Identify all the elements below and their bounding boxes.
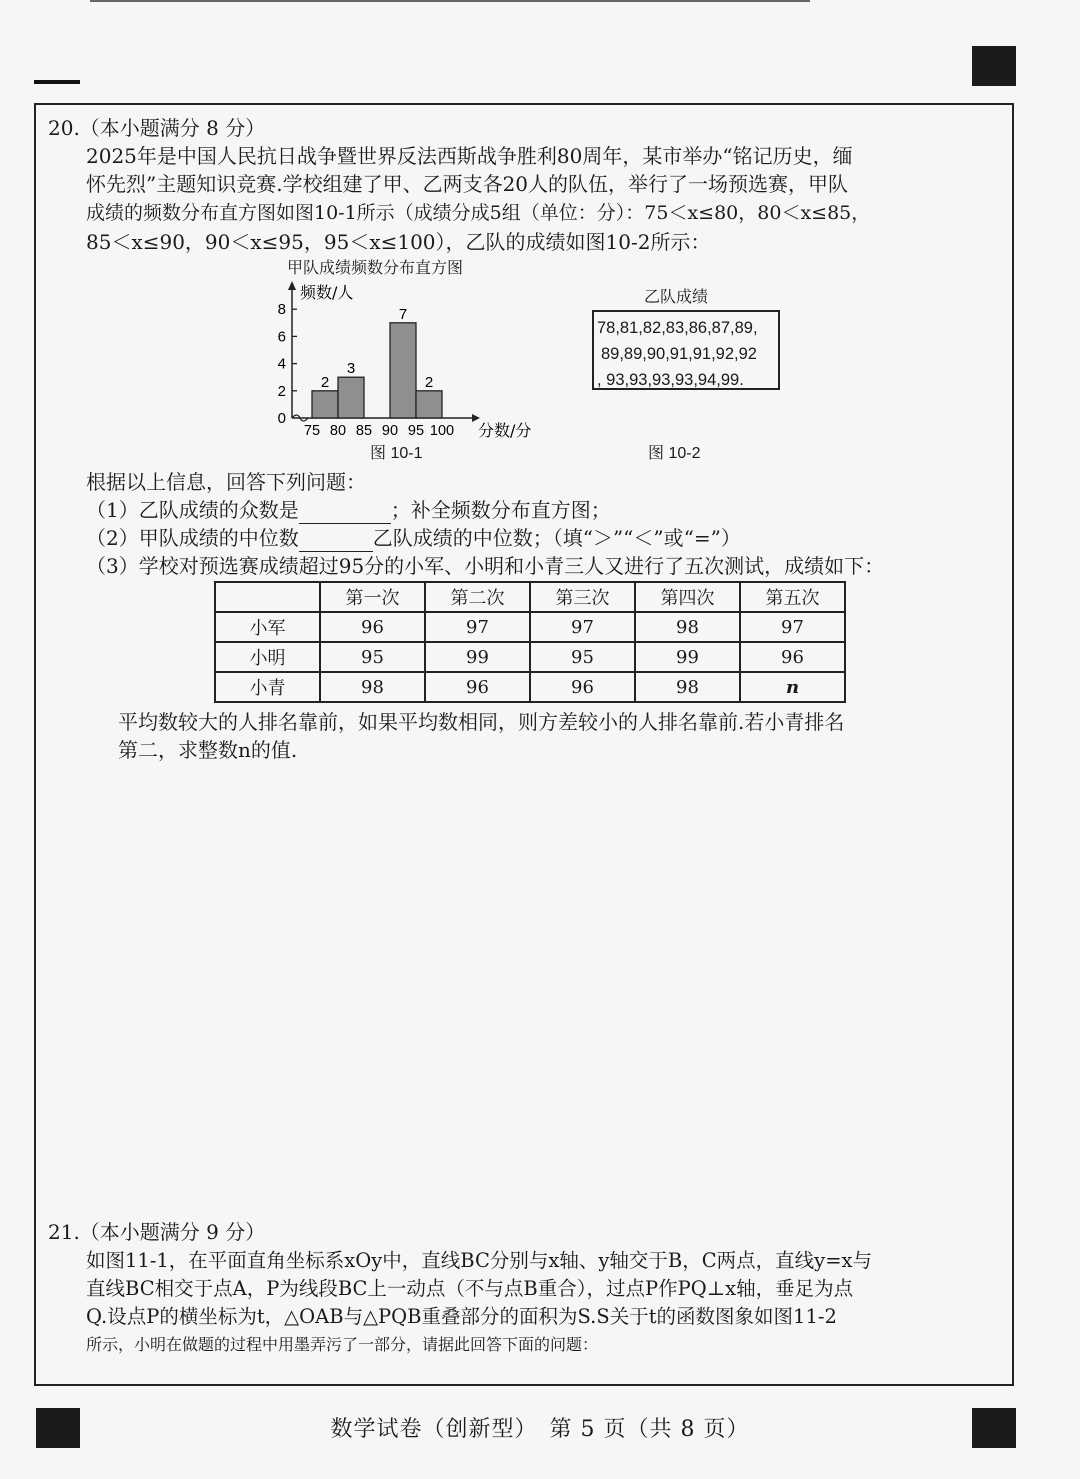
q21-line-2: 直线BC相交于点A，P为线段BC上一动点（不与点B重合），过点P作PQ⊥x轴，垂足为点 [86,1277,854,1300]
histogram-title: 甲队成绩频数分布直方图 [287,260,464,277]
page-footer: 数学试卷（创新型） 第 5 页（共 8 页） [330,1417,750,1442]
q20-line-2: 怀先烈”主题知识竞赛.学校组建了甲、乙两支各20人的队伍，举行了一场预选赛，甲队 [86,172,849,196]
table-cell: 95 [320,642,425,672]
sub1-text-b: ；补全频数分布直方图； [390,498,611,522]
table-row [215,612,845,642]
y-tick-label: 6 [277,328,286,346]
bar-value-label: 7 [398,305,408,323]
bar-value-label: 3 [346,360,356,378]
sub1-text-a: （1）乙队成绩的众数是 [86,498,299,522]
table-cell: 96 [530,672,635,702]
q20-sub2 [86,524,741,552]
table-cell: 97 [530,612,635,642]
table-cell: 98 [635,612,740,642]
sub2-text-b: 乙队成绩的中位数；（填“＞”“＜”或“=”） [372,526,741,550]
histogram-chart [262,278,562,446]
table-cell: 98 [635,672,740,702]
q20-sub1 [86,496,611,524]
table-cell: 小军 [215,612,320,642]
q20-line-3: 成绩的频数分布直方图如图10-1所示（成绩分成5组（单位：分）：75＜x≤80，80＜x≤85， [86,202,871,224]
table-cell: 95 [530,642,635,672]
test-score-table [214,581,846,703]
q20-header: 20.（本小题满分 8 分） [48,116,266,140]
table-header-row [215,582,845,612]
x-tick-label: 95 [407,423,425,439]
box-title: 乙队成绩 [644,289,709,306]
x-tick-label: 75 [303,423,321,439]
scores-line-2: 89,89,90,91,91,92,92 [601,345,757,363]
table-cell: 96 [425,672,530,702]
table-cell: n [740,672,845,702]
x-tick-label: 100 [429,423,455,439]
histogram-bar [312,391,338,418]
y-tick-label: 8 [277,301,286,319]
x-tick-label: 85 [355,423,373,439]
registration-mark-top-right [972,46,1016,86]
histogram-bar [390,323,416,418]
histogram-bar [416,391,442,418]
q21-line-3: Q.设点P的横坐标为t，△OAB与△PQB重叠部分的面积为S.S关于t的函数图象如图11-2 [86,1305,837,1328]
table-row [215,672,845,702]
table-header-cell: 第二次 [425,582,530,612]
q20-line-4: 85＜x≤90，90＜x≤95，95＜x≤100），乙队的成绩如图10-2所示： [86,230,711,254]
q20-sub3: （3）学校对预选赛成绩超过95分的小军、小明和小青三人又进行了五次测试，成绩如下： [86,554,885,578]
y-axis-label: 频数/人 [300,283,354,302]
y-tick-label: 2 [277,382,286,400]
q20-intro: 根据以上信息，回答下列问题： [86,470,366,494]
fig1-caption: 图 10-1 [370,445,423,462]
x-tick-label: 90 [381,423,399,439]
table-cell: 99 [635,642,740,672]
scores-line-3: , 93,93,93,93,94,99. [597,371,744,389]
corner-dash [34,80,80,84]
y-tick-label: 0 [277,410,286,427]
q20-line-1: 2025年是中国人民抗日战争暨世界反法西斯战争胜利80周年，某市举办“铭记历史，缅 [86,144,853,168]
histogram-bar [338,377,364,418]
x-tick-label: 80 [329,423,347,439]
sub2-blank[interactable] [299,529,373,552]
top-scan-line [90,0,810,2]
table-cell: 98 [320,672,425,702]
x-axis-label: 分数/分 [478,421,532,440]
sub1-blank[interactable] [299,501,391,524]
table-cell: 96 [740,642,845,672]
y-axis-arrow [288,281,296,290]
bar-value-label: 2 [320,373,330,391]
table-cell: 97 [425,612,530,642]
table-cell: 99 [425,642,530,672]
scores-line-1: 78,81,82,83,86,87,89, [597,319,758,337]
sub2-text-a: （2）甲队成绩的中位数 [86,526,299,550]
q20-after-2: 第二，求整数n的值. [118,738,298,762]
table-header-cell [215,582,320,612]
q21-last-line: 所示，小明在做题的过程中用墨弄污了一部分，请据此回答下面的问题： [86,1335,599,1354]
table-header-cell: 第三次 [530,582,635,612]
q21-line-1: 如图11-1，在平面直角坐标系xOy中，直线BC分别与x轴、y轴交于B，C两点，直线y=x与 [86,1249,873,1272]
table-cell: 97 [740,612,845,642]
table-cell: 小青 [215,672,320,702]
team-b-scores-box [592,310,780,390]
table-header-cell: 第一次 [320,582,425,612]
table-header-cell: 第四次 [635,582,740,612]
q21-header: 21.（本小题满分 9 分） [48,1220,266,1244]
table-row [215,642,845,672]
q20-after-1: 平均数较大的人排名靠前，如果平均数相同，则方差较小的人排名靠前.若小青排名 [118,710,845,734]
bar-value-label: 2 [424,373,434,391]
table-cell: 小明 [215,642,320,672]
y-tick-label: 4 [277,355,286,373]
table-header-cell: 第五次 [740,582,845,612]
fig2-caption: 图 10-2 [648,445,701,462]
table-cell: 96 [320,612,425,642]
